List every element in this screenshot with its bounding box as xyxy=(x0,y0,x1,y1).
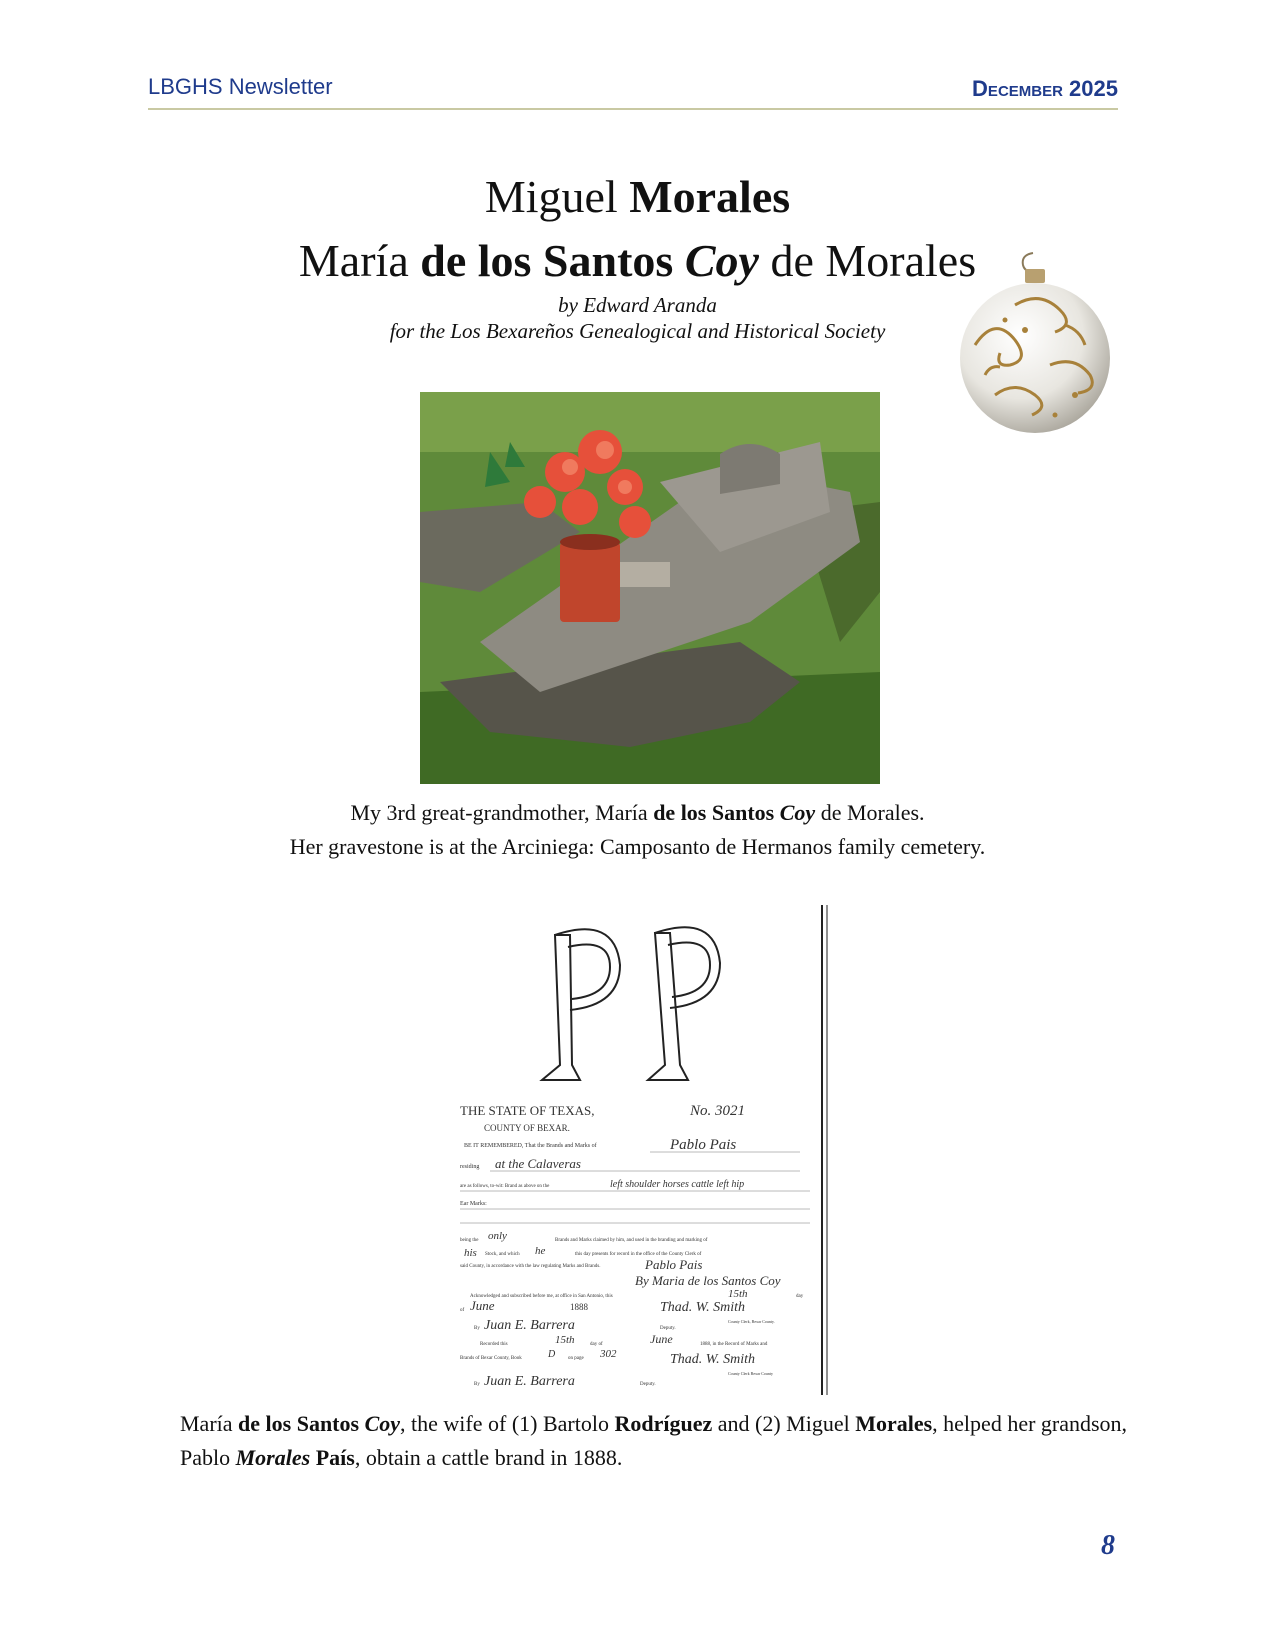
body-l: , obtain a cattle brand in 1888. xyxy=(354,1445,623,1470)
body-h: , helped her grandson, Pablo xyxy=(180,1411,1128,1470)
body-i: Morales xyxy=(235,1445,311,1470)
doc-book: D xyxy=(548,1349,556,1360)
doc-number: No. 3021 xyxy=(690,1103,746,1119)
body-f: and (2) Miguel xyxy=(712,1411,856,1436)
body-e: Rodríguez xyxy=(614,1411,713,1436)
cap-text-b: de los Santos xyxy=(653,800,780,825)
photo-caption-line-1 xyxy=(0,798,1275,828)
cap-text-c: Coy xyxy=(779,800,816,825)
doc-rec-dayof: day of xyxy=(590,1342,603,1347)
doc-deputy-signature: Juan E. Barrera xyxy=(484,1318,575,1333)
doc-by-label-2: By xyxy=(474,1382,480,1387)
body-c: Coy xyxy=(364,1411,401,1436)
body-b: de los Santos xyxy=(238,1411,365,1436)
title2-first: María xyxy=(298,235,421,286)
page-number: 8 xyxy=(1101,1530,1115,1561)
title2-coy: Coy xyxy=(684,235,759,286)
doc-owner: Pablo Pais xyxy=(670,1137,737,1153)
title2-middle: de los Santos xyxy=(420,235,685,286)
doc-clerk-signature-2: Thad. W. Smith xyxy=(670,1352,756,1367)
doc-said: said County, in accordance with the law regulating Marks and Brands. xyxy=(460,1264,601,1269)
doc-claimed: Brands and Marks claimed by him, and used in the branding and marking of xyxy=(555,1238,708,1243)
doc-being: being the xyxy=(460,1238,479,1243)
gravestone-photo xyxy=(420,392,880,784)
doc-clerk-signature: Thad. W. Smith xyxy=(660,1300,746,1315)
doc-he: he xyxy=(535,1245,546,1257)
doc-stock: Stock, and which xyxy=(485,1252,520,1257)
cap-text-a: My 3rd great-grandmother, María xyxy=(350,800,654,825)
body-d: , the wife of (1) Bartolo xyxy=(400,1411,615,1436)
doc-on-page: on page xyxy=(568,1356,584,1361)
doc-ear-marks: Ear Marks: xyxy=(460,1201,487,1207)
doc-clerk-title-2: County Clerk Bexar County xyxy=(728,1371,773,1376)
doc-recorded: Recorded this xyxy=(480,1342,508,1347)
doc-acknowledged: Acknowledged and subscribed before me, at office in San Antonio, this xyxy=(470,1294,613,1299)
byline-author: by Edward Aranda xyxy=(558,293,717,317)
doc-rec-year: 1888, in the Record of Marks and xyxy=(700,1342,768,1347)
doc-only: only xyxy=(488,1230,507,1242)
page-header xyxy=(148,74,1118,110)
doc-ack-day: 15th xyxy=(728,1288,748,1300)
title-first-name: Miguel xyxy=(484,171,630,222)
christmas-ornament-icon xyxy=(955,245,1115,440)
doc-brand-label: are as follows, to-wit: Brand as above on the xyxy=(460,1184,550,1189)
issue-date: December 2025 xyxy=(972,76,1118,101)
doc-signature-2: By Maria de los Santos Coy xyxy=(635,1273,781,1288)
doc-by-label: By xyxy=(474,1326,480,1331)
title-surname: Morales xyxy=(629,171,791,222)
doc-brand-location: left shoulder horses cattle left hip xyxy=(610,1179,745,1190)
cattle-brand-record xyxy=(460,905,840,1395)
doc-ack-year: 1888 xyxy=(570,1302,588,1312)
doc-day-label: day xyxy=(796,1294,804,1299)
doc-deputy-label: Deputy. xyxy=(660,1326,676,1331)
doc-rec-day: 15th xyxy=(555,1334,575,1346)
cap-text-d: de Morales. xyxy=(815,800,925,825)
byline-society: for the Los Bexareños Genealogical and Historical Society xyxy=(389,319,886,343)
photo-caption-line-2: Her gravestone is at the Arciniega: Camposanto de Hermanos family cemetery. xyxy=(289,834,986,859)
body-paragraph xyxy=(180,1407,1140,1475)
doc-residing: at the Calaveras xyxy=(495,1156,581,1171)
doc-of-label: of xyxy=(460,1308,465,1313)
body-k: País xyxy=(315,1445,355,1470)
newsletter-name: LBGHS Newsletter xyxy=(148,74,333,99)
doc-county: COUNTY OF BEXAR. xyxy=(484,1123,570,1133)
doc-presents: this day presents for record in the office of the County Clerk of xyxy=(575,1252,702,1257)
doc-remembered: BE IT REMEMBERED, That the Brands and Marks of xyxy=(464,1143,597,1149)
doc-his: his xyxy=(464,1247,477,1259)
doc-page: 302 xyxy=(600,1348,617,1360)
doc-brands-of: Brands of Bexar County, Book xyxy=(460,1356,522,1361)
doc-state: THE STATE OF TEXAS, xyxy=(460,1103,595,1118)
body-a: María xyxy=(180,1411,239,1436)
title-line-1 xyxy=(0,170,1275,224)
title2-last: de Morales xyxy=(758,235,977,286)
doc-deputy-label-2: Deputy. xyxy=(640,1382,656,1387)
body-g: Morales xyxy=(855,1411,933,1436)
doc-clerk-title: County Clerk, Bexar County. xyxy=(728,1319,775,1324)
doc-ack-month: June xyxy=(470,1298,495,1313)
doc-deputy-signature-2: Juan E. Barrera xyxy=(484,1374,575,1389)
doc-rec-month: June xyxy=(650,1332,673,1346)
doc-residing-label: residing xyxy=(460,1164,480,1170)
doc-signature-1: Pablo Pais xyxy=(645,1257,703,1272)
